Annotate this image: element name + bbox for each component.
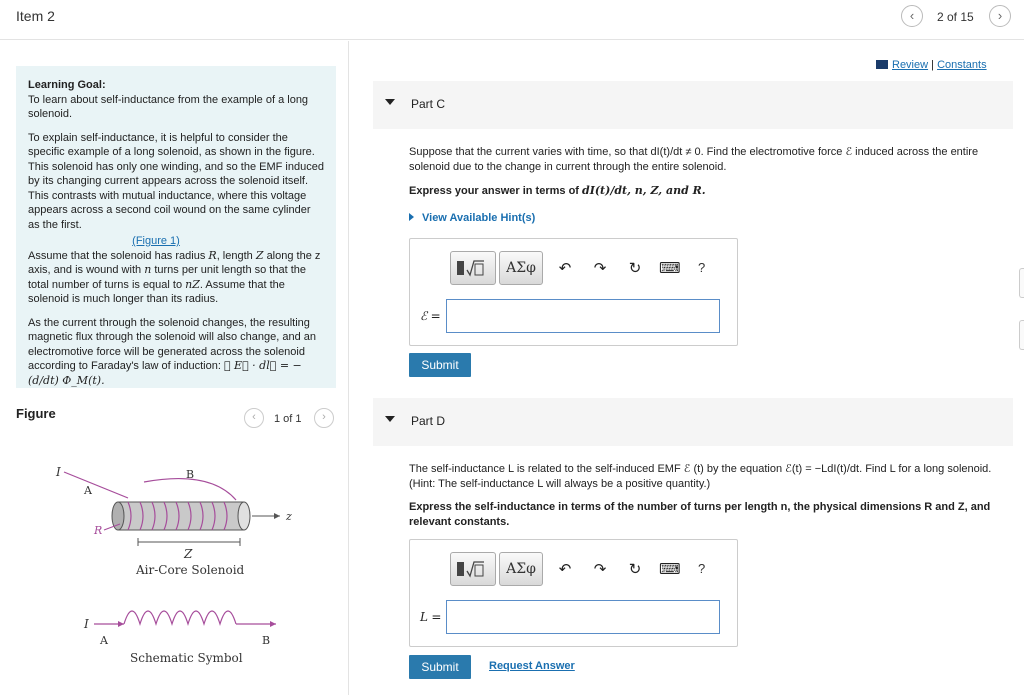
part-c-header[interactable] — [373, 81, 1013, 129]
book-icon — [876, 60, 888, 69]
help-icon[interactable]: ? — [698, 561, 706, 576]
solenoid-figure — [40, 448, 310, 678]
side-tab[interactable] — [1019, 268, 1024, 298]
part-c-submit-button[interactable]: Submit — [409, 353, 471, 377]
templates-button[interactable] — [450, 552, 496, 586]
figure-heading: Figure — [16, 406, 56, 421]
schematic-label-A: A — [100, 634, 108, 647]
part-d-express: Express the self-inductance in terms of the number of turns per length n, the physical dimensions R and Z, and relevant constants. — [409, 501, 991, 528]
learning-goal-panel — [16, 66, 336, 388]
figure-label-B: B — [186, 468, 195, 481]
greek-symbols-button[interactable]: ΑΣφ — [499, 251, 543, 285]
undo-icon[interactable]: ↶ — [558, 561, 572, 578]
templates-button[interactable] — [450, 251, 496, 285]
request-answer-link[interactable]: Request Answer — [489, 660, 575, 672]
part-d-submit-button[interactable]: Submit — [409, 655, 471, 679]
help-icon[interactable]: ? — [698, 260, 706, 275]
part-c-question: Suppose that the current varies with time, so that dI(t)/dt ≠ 0. Find the electromotive force ℰ induced across the entire solenoid due to the change in current through the entire solenoid. — [409, 146, 979, 173]
keyboard-icon[interactable]: ⌨ — [659, 561, 681, 578]
redo-icon[interactable]: ↷ — [593, 561, 607, 578]
links-separator: | — [928, 59, 938, 71]
figure-label-z: z — [286, 510, 292, 523]
goal-paragraph-1: To explain self-inductance, it is helpful to consider the specific example of a long solenoid, as shown in the figure. This solenoid has only one winding, and so the EMF induced by its changing current appears across the solenoid itself. This contrasts with mutual inductance, where this voltage appears across a second coil wound on the same cylinder as the first. — [28, 131, 324, 231]
figure-caption-schematic: Schematic Symbol — [130, 651, 243, 665]
item-title: Item 2 — [16, 8, 55, 24]
part-c-answer-box — [409, 238, 738, 346]
goal-paragraph-3: As the current through the solenoid changes, the resulting magnetic flux through the solenoid will also change, and an electromotive force will be generated across the solenoid according to Faraday's law of induction: ∮ E⃗ · dl⃗ = −(d/dt) Φ_M(t). — [28, 316, 317, 387]
constants-link[interactable]: Constants — [937, 59, 987, 71]
learning-goal-heading: Learning Goal: — [28, 79, 106, 91]
emf-label: ℰ = — [420, 309, 441, 323]
collapse-caret-icon — [385, 99, 395, 105]
figure-link[interactable]: (Figure 1) — [132, 235, 180, 247]
item-pager: 2 of 15 — [937, 10, 974, 24]
inductance-label: L = — [420, 610, 442, 624]
figure-label-A: A — [84, 484, 92, 497]
part-d-label: Part D — [411, 414, 446, 428]
previous-item-button[interactable]: ‹ — [901, 5, 923, 27]
top-bar — [0, 0, 1024, 40]
figure-pager: 1 of 1 — [274, 413, 302, 425]
part-c-express: Express your answer in terms of dI(t)/dt, n, Z, and R. — [409, 184, 706, 197]
part-d-question: The self-inductance L is related to the self-induced EMF ℰ (t) by the equation ℰ(t) = −LdI(t)/dt. Find L for a long solenoid. (Hint: The self-inductance L will always be a positive quantity.) — [409, 463, 992, 490]
collapse-caret-icon — [385, 416, 395, 422]
schematic-label-I: I — [84, 617, 89, 631]
keyboard-icon[interactable]: ⌨ — [659, 260, 681, 277]
greek-symbols-button[interactable]: ΑΣφ — [499, 552, 543, 586]
faraday-equation: ∮ E⃗ · dl⃗ = −(d/dt) Φ_M(t). — [28, 359, 302, 387]
learning-goal-text — [28, 78, 324, 122]
goal-paragraph-2: Assume that the solenoid has radius R, length Z along the z axis, and is wound with n turns per unit length so that the total number of turns is equal to nZ. Assume that the solenoid is much longer than its radius. — [28, 248, 321, 305]
figure-label-I: I — [56, 465, 61, 479]
review-link[interactable]: Review — [892, 59, 929, 71]
part-d-answer-box — [409, 539, 738, 647]
learning-goal-intro: To learn about self-inductance from the example of a long solenoid. — [28, 93, 309, 120]
figure-label-Z: Z — [184, 547, 193, 561]
review-constants-links — [876, 59, 987, 71]
schematic-label-B: B — [262, 634, 271, 647]
part-c-label: Part C — [411, 97, 446, 111]
reset-icon[interactable]: ↻ — [628, 561, 642, 578]
reset-icon[interactable]: ↻ — [628, 260, 642, 277]
side-tab[interactable] — [1019, 320, 1024, 350]
figure-label-R: R — [94, 524, 103, 537]
emf-answer-input[interactable] — [446, 299, 720, 333]
view-hints-link[interactable]: View Available Hint(s) — [409, 212, 535, 224]
expand-arrow-icon — [409, 213, 414, 221]
figure-caption-air-core: Air-Core Solenoid — [136, 563, 245, 577]
next-item-button[interactable]: › — [989, 5, 1011, 27]
part-d-header[interactable] — [373, 398, 1013, 446]
figure-next-button[interactable]: › — [314, 408, 334, 428]
figure-prev-button[interactable]: ‹ — [244, 408, 264, 428]
inductance-answer-input[interactable] — [446, 600, 720, 634]
undo-icon[interactable]: ↶ — [558, 260, 572, 277]
pane-divider — [348, 41, 349, 695]
redo-icon[interactable]: ↷ — [593, 260, 607, 277]
